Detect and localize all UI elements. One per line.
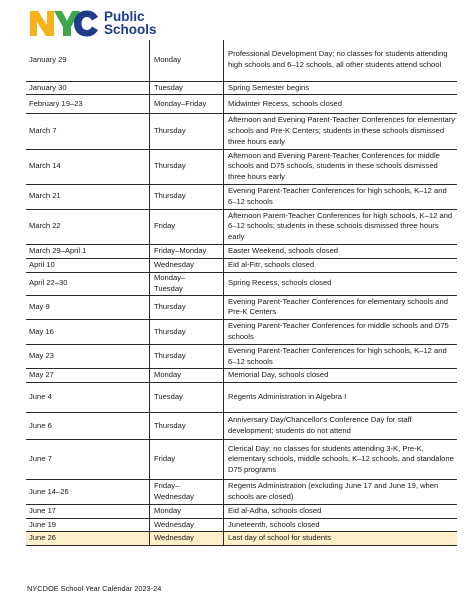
calendar-row bbox=[26, 532, 457, 546]
date-cell: February 19–23 bbox=[26, 95, 150, 114]
calendar-row bbox=[26, 518, 457, 532]
logo-line-public: Public bbox=[104, 9, 145, 24]
event-cell: Afternoon and Evening Parent-Teacher Conferences for elementary schools and Pre-K Centers; students in these schools dismissed three hours early bbox=[224, 114, 458, 149]
calendar-row bbox=[26, 369, 457, 383]
day-cell: Thursday bbox=[150, 114, 224, 149]
nyc-public-schools-logo bbox=[28, 6, 157, 40]
date-cell: May 27 bbox=[26, 369, 150, 383]
event-cell: Spring Recess, schools closed bbox=[224, 272, 458, 295]
date-cell: May 23 bbox=[26, 344, 150, 369]
event-cell: Afternoon Parent-Teacher Conferences for high schools, K–12 and 6–12 schools; students in these schools dismissed three hours early bbox=[224, 209, 458, 244]
calendar-row bbox=[26, 209, 457, 244]
event-cell: Eid al-Fitr, schools closed bbox=[224, 258, 458, 272]
day-cell: Friday– Wednesday bbox=[150, 480, 224, 505]
day-cell: Monday–Friday bbox=[150, 95, 224, 114]
day-cell: Monday– Tuesday bbox=[150, 272, 224, 295]
event-cell: Midwinter Recess, schools closed bbox=[224, 95, 458, 114]
day-cell: Thursday bbox=[150, 295, 224, 320]
logo-line-schools: Schools bbox=[104, 22, 157, 37]
date-cell: March 21 bbox=[26, 185, 150, 210]
day-cell: Friday bbox=[150, 209, 224, 244]
event-cell: Last day of school for students bbox=[224, 532, 458, 546]
day-cell: Monday bbox=[150, 504, 224, 518]
calendar-table bbox=[26, 40, 457, 546]
nyc-logo-mark-icon bbox=[28, 8, 100, 38]
calendar-row bbox=[26, 320, 457, 345]
date-cell: April 22–30 bbox=[26, 272, 150, 295]
day-cell: Wednesday bbox=[150, 258, 224, 272]
calendar-row bbox=[26, 185, 457, 210]
date-cell: May 16 bbox=[26, 320, 150, 345]
calendar-row bbox=[26, 81, 457, 95]
event-cell: Clerical Day; no classes for students attending 3-K, Pre-K, elementary schools, middle schools, K–12 schools, and standalone D75 programs bbox=[224, 440, 458, 480]
day-cell: Monday bbox=[150, 369, 224, 383]
event-cell: Evening Parent-Teacher Conferences for high schools, K–12 and 6–12 schools bbox=[224, 185, 458, 210]
event-cell: Spring Semester begins bbox=[224, 81, 458, 95]
calendar-row bbox=[26, 440, 457, 480]
date-cell: May 9 bbox=[26, 295, 150, 320]
day-cell: Tuesday bbox=[150, 81, 224, 95]
event-cell: Evening Parent-Teacher Conferences for elementary schools and Pre-K Centers bbox=[224, 295, 458, 320]
event-cell: Regents Administration (excluding June 17 and June 19, when schools are closed) bbox=[224, 480, 458, 505]
calendar-row bbox=[26, 272, 457, 295]
calendar-table-body bbox=[26, 40, 457, 546]
day-cell: Tuesday bbox=[150, 383, 224, 413]
date-cell: June 6 bbox=[26, 413, 150, 440]
calendar-row bbox=[26, 114, 457, 149]
date-cell: June 17 bbox=[26, 504, 150, 518]
day-cell: Friday–Monday bbox=[150, 245, 224, 259]
day-cell: Wednesday bbox=[150, 532, 224, 546]
calendar-row bbox=[26, 245, 457, 259]
day-cell: Monday bbox=[150, 40, 224, 81]
date-cell: March 22 bbox=[26, 209, 150, 244]
calendar-row bbox=[26, 40, 457, 81]
event-cell: Evening Parent-Teacher Conferences for middle schools and D75 schools bbox=[224, 320, 458, 345]
date-cell: June 14–26 bbox=[26, 480, 150, 505]
calendar-row bbox=[26, 413, 457, 440]
day-cell: Thursday bbox=[150, 149, 224, 184]
event-cell: Anniversary Day/Chancellor's Conference Day for staff development; students do not attend bbox=[224, 413, 458, 440]
date-cell: January 29 bbox=[26, 40, 150, 81]
date-cell: March 7 bbox=[26, 114, 150, 149]
calendar-row bbox=[26, 295, 457, 320]
logo-wordmark bbox=[104, 10, 157, 36]
calendar-row bbox=[26, 480, 457, 505]
event-cell: Regents Administration in Algebra I bbox=[224, 383, 458, 413]
event-cell: Memorial Day, schools closed bbox=[224, 369, 458, 383]
day-cell: Thursday bbox=[150, 413, 224, 440]
event-cell: Afternoon and Evening Parent-Teacher Conferences for middle schools and D75 schools, students in these schools dismissed three hours early bbox=[224, 149, 458, 184]
date-cell: January 30 bbox=[26, 81, 150, 95]
date-cell: June 7 bbox=[26, 440, 150, 480]
date-cell: June 19 bbox=[26, 518, 150, 532]
calendar-row bbox=[26, 344, 457, 369]
calendar-row bbox=[26, 504, 457, 518]
day-cell: Friday bbox=[150, 440, 224, 480]
event-cell: Evening Parent-Teacher Conferences for high schools, K–12 and 6–12 schools bbox=[224, 344, 458, 369]
day-cell: Wednesday bbox=[150, 518, 224, 532]
day-cell: Thursday bbox=[150, 320, 224, 345]
day-cell: Thursday bbox=[150, 344, 224, 369]
event-cell: Juneteenth, schools closed bbox=[224, 518, 458, 532]
date-cell: March 14 bbox=[26, 149, 150, 184]
date-cell: June 26 bbox=[26, 532, 150, 546]
calendar-row bbox=[26, 149, 457, 184]
footer-caption: NYCDOE School Year Calendar 2023-24 bbox=[27, 584, 162, 593]
event-cell: Professional Development Day; no classes for students attending high schools and 6–12 schools, all other students attend school bbox=[224, 40, 458, 81]
event-cell: Eid al-Adha, schools closed bbox=[224, 504, 458, 518]
calendar-row bbox=[26, 258, 457, 272]
calendar-row bbox=[26, 383, 457, 413]
event-cell: Easter Weekend, schools closed bbox=[224, 245, 458, 259]
date-cell: March 29–April 1 bbox=[26, 245, 150, 259]
date-cell: June 4 bbox=[26, 383, 150, 413]
calendar-row bbox=[26, 95, 457, 114]
date-cell: April 10 bbox=[26, 258, 150, 272]
day-cell: Thursday bbox=[150, 185, 224, 210]
